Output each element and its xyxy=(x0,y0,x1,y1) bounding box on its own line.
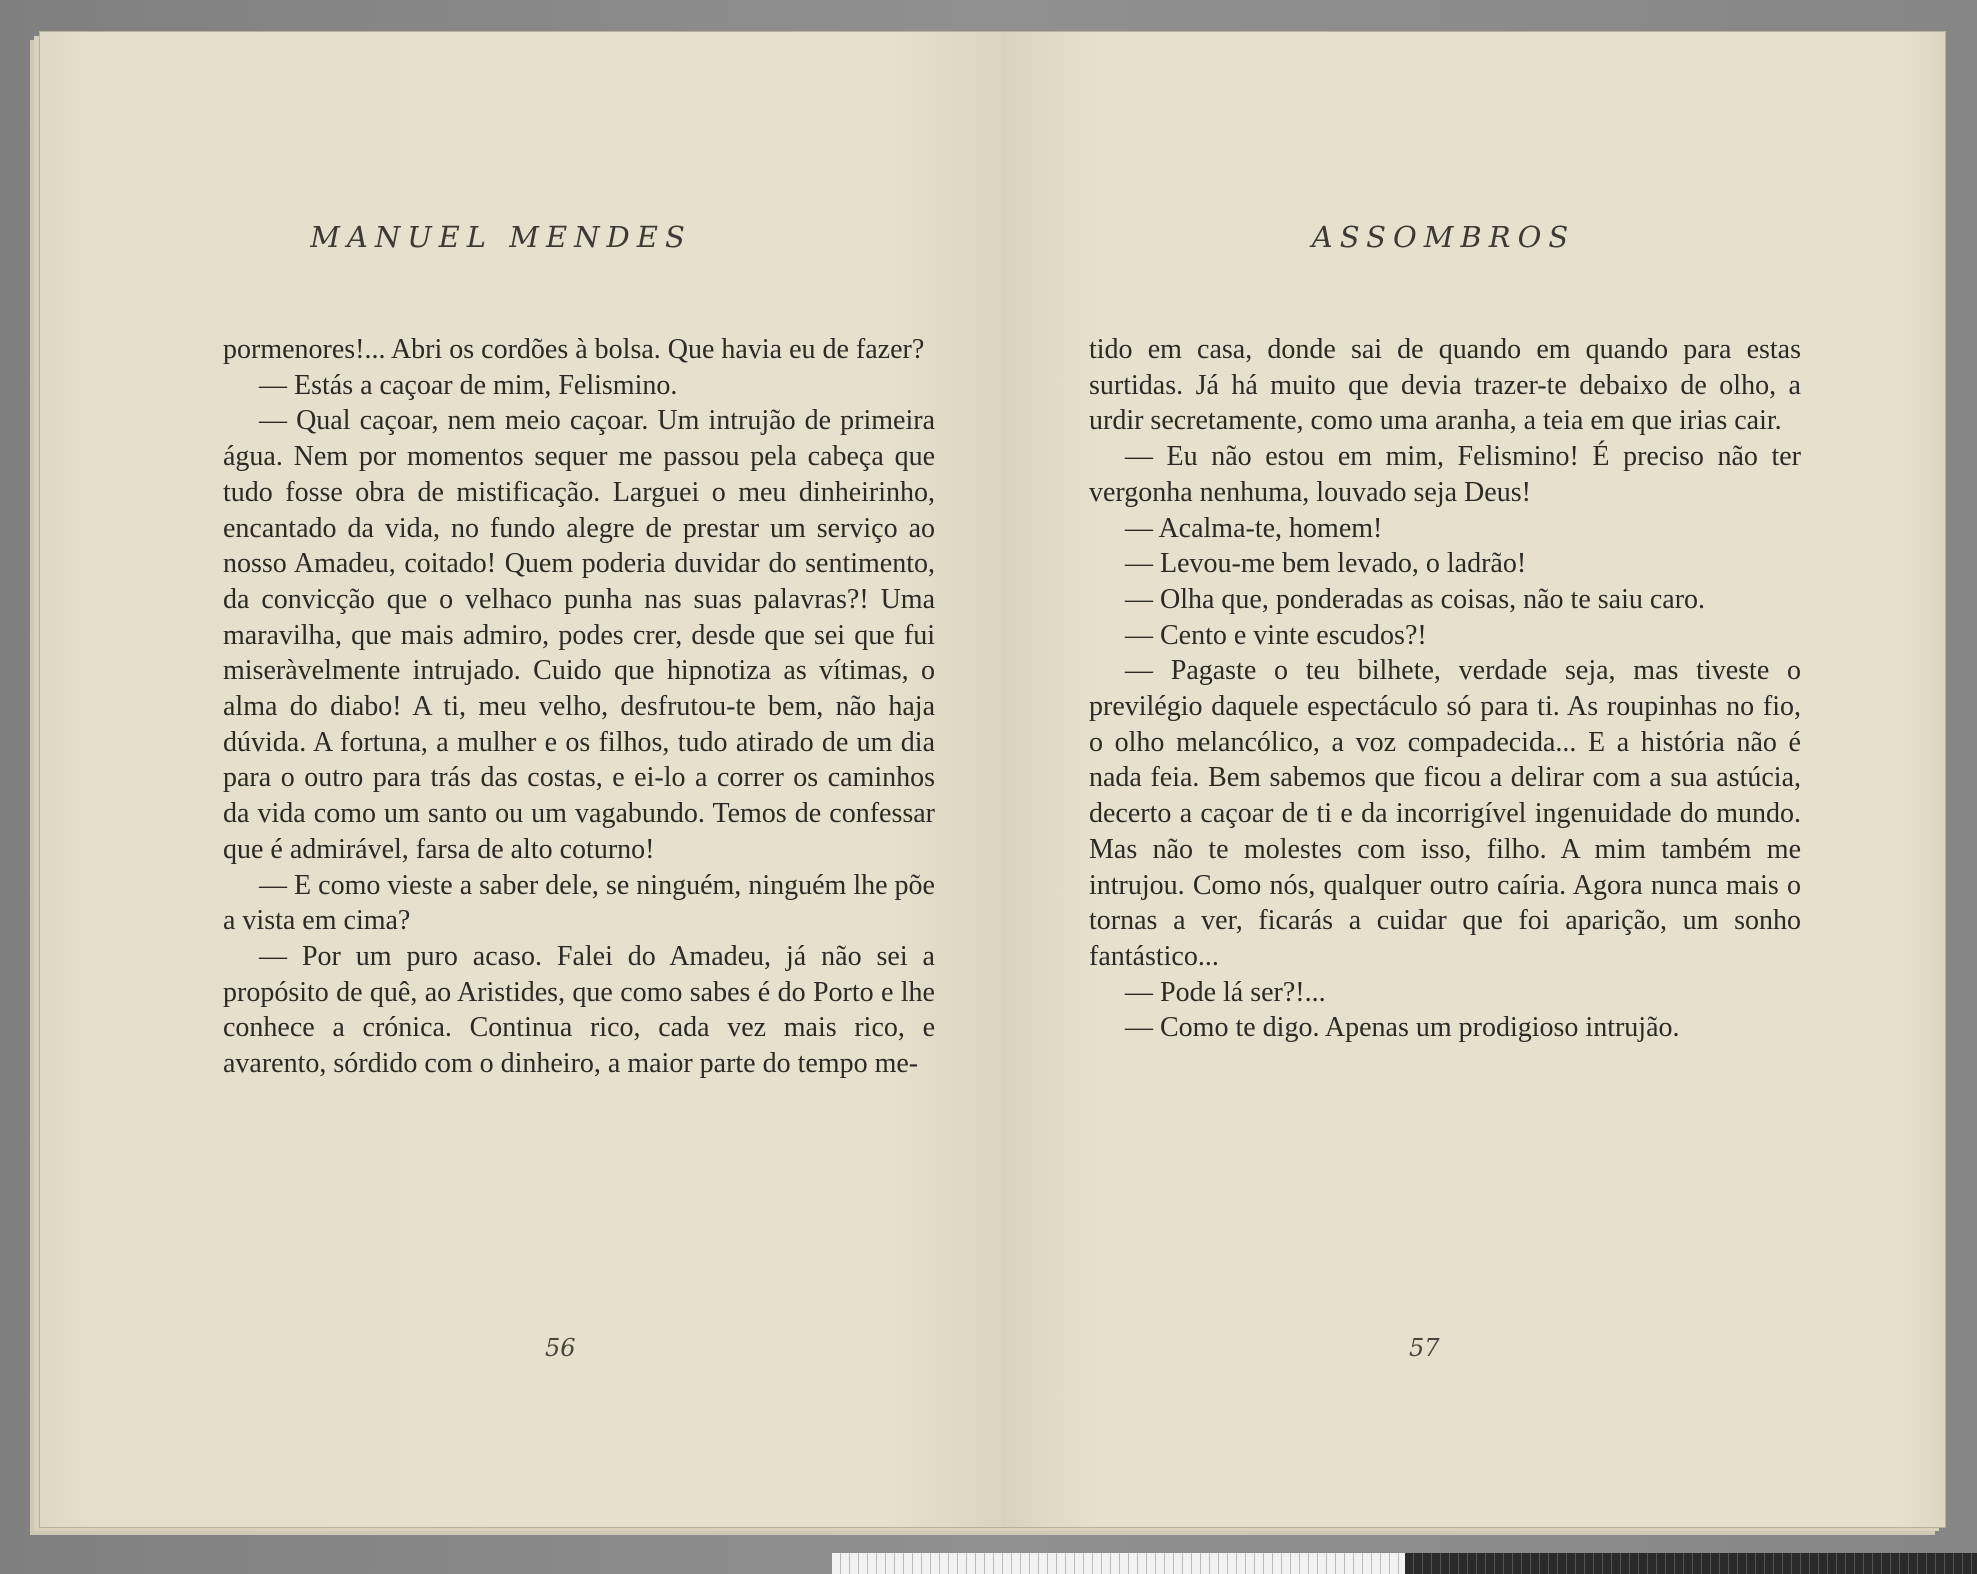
scale-bar-light-segment xyxy=(832,1553,1405,1574)
book-spread xyxy=(40,32,1945,1527)
paragraph: — Levou-me bem levado, o ladrão! xyxy=(1125,548,1527,580)
paragraph: — Acalma-te, homem! xyxy=(1125,512,1383,544)
paragraph: — Pode lá ser?!... xyxy=(1125,976,1326,1008)
scan-scale-bar xyxy=(832,1553,1977,1574)
paragraph: — E como vieste a saber dele, se ninguém, ninguém lhe põe a vista em cima? xyxy=(223,869,935,937)
page-number: 57 xyxy=(1409,1334,1440,1362)
right-page-body xyxy=(1089,332,1801,1046)
paragraph: pormenores!... Abri os cordões à bolsa. Que havia eu de fazer? xyxy=(223,334,925,365)
page-number: 56 xyxy=(545,1334,576,1362)
paragraph: — Estás a caçoar de mim, Felismino. xyxy=(259,369,678,401)
paragraph: tido em casa, donde sai de quando em quando para estas surtidas. Já há muito que devia trazer-te debaixo de olho, a urdir secretamente, como uma aranha, a teia em que irias cair. xyxy=(1089,334,1801,437)
paragraph: — Por um puro acaso. Falei do Amadeu, já não sei a propósito de quê, ao Aristides, que como sabes é do Porto e lhe conhece a crónica. Continua rico, cada vez mais rico, e avarento, sórdido com o dinheiro, a maior parte do tempo me- xyxy=(223,940,935,1080)
paragraph: — Qual caçoar, nem meio caçoar. Um intrujão de primeira água. Nem por momentos sequer me passou pela cabeça que tudo fosse obra de mistificação. Larguei o meu dinheirinho, encantado da vida, no fundo alegre de prestar um serviço ao nosso Amadeu, coitado! Quem poderia duvidar do sentimento, da convicção que o velhaco punha nas suas palavras?! Uma maravilha, que mais admiro, podes crer, desde que sei que fui miseràvelmente intrujado. Cuido que hipnotiza as vítimas, o alma do diabo! A ti, meu velho, desfrutou-te bem, não haja dúvida. A fortuna, a mulher e os filhos, tudo atirado de um dia para o outro para trás das costas, e ei-lo a correr os caminhos da vida como um santo ou um vagabundo. Temos de confessar que é admirável, farsa de alto coturno! xyxy=(223,405,935,865)
running-head-title: ASSOMBROS xyxy=(1311,220,1576,254)
scale-bar-dark-segment xyxy=(1405,1553,1977,1574)
paragraph: — Pagaste o teu bilhete, verdade seja, mas tiveste o previlégio daquele espectáculo só para ti. As roupinhas no fio, o olho melancólico, a voz compadecida... E a história não é nada feia. Bem sabemos que ficou a delirar com a sua astúcia, decerto a caçoar de ti e da incorrigível ingenuidade do mundo. Mas não te molestes com isso, filho. A mim também me intrujou. Como nós, qualquer outro caíria. Agora nunca mais o tornas a ver, ficarás a cuidar que foi aparição, um sonho fantástico... xyxy=(1089,655,1801,972)
paragraph: — Como te digo. Apenas um prodigioso intrujão. xyxy=(1125,1012,1680,1044)
paragraph: — Cento e vinte escudos?! xyxy=(1125,619,1427,651)
paragraph: — Eu não estou em mim, Felismino! É preciso não ter vergonha nenhuma, louvado seja Deus! xyxy=(1089,441,1801,508)
left-page xyxy=(40,32,1002,1527)
running-head-author: MANUEL MENDES xyxy=(310,220,692,254)
paragraph: — Olha que, ponderadas as coisas, não te saiu caro. xyxy=(1125,583,1706,615)
left-page-body xyxy=(223,332,935,1082)
right-page xyxy=(1002,32,1945,1527)
